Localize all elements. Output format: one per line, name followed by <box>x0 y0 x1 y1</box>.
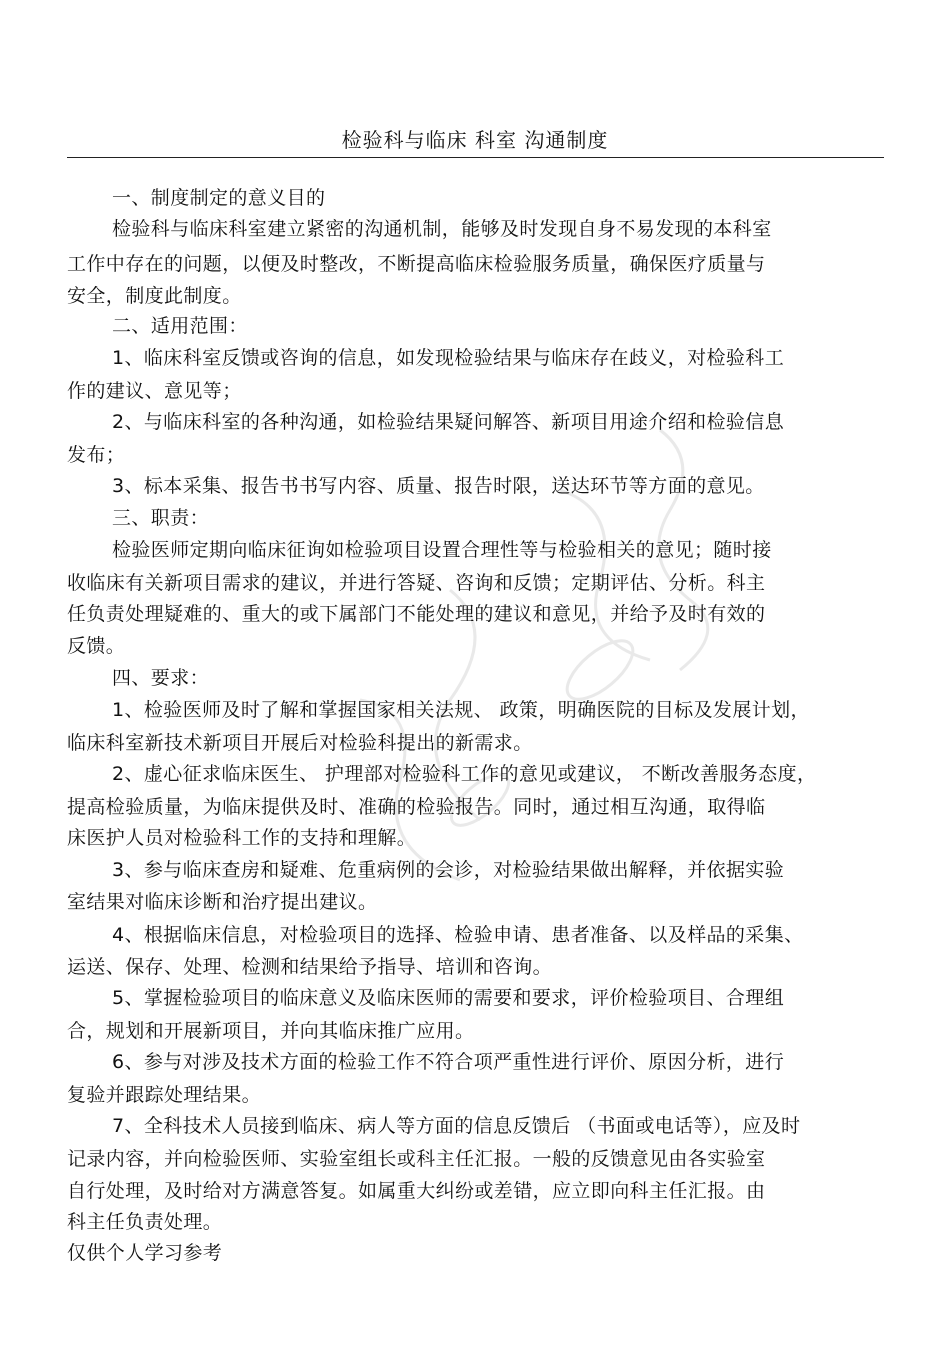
paragraph-line: 复验并跟踪处理结果。 <box>67 1084 262 1106</box>
paragraph-line: 3、参与临床查房和疑难、危重病例的会诊，对检验结果做出解释，并依据实验 <box>112 859 785 881</box>
section-heading-1: 一、制度制定的意义目的 <box>112 187 326 209</box>
paragraph-line: 5、掌握检验项目的临床意义及临床医师的需要和要求，评价检验项目、合理组 <box>112 987 785 1009</box>
paragraph-line: 运送、保存、处理、检测和结果给予指导、培训和咨询。 <box>67 956 553 978</box>
section-heading-2: 二、适用范围： <box>112 315 248 337</box>
paragraph-line: 记录内容，并向检验医师、实验室组长或科主任汇报。一般的反馈意见由各实验室 <box>67 1148 766 1170</box>
section-heading-4: 四、要求： <box>112 667 210 689</box>
paragraph-line: 2、虚心征求临床医生、 护理部对检验科工作的意见或建议， 不断改善服务态度， <box>112 763 817 785</box>
paragraph-line: 科主任负责处理。 <box>67 1211 223 1233</box>
paragraph-line: 合，规划和开展新项目，并向其临床推广应用。 <box>67 1020 475 1042</box>
section-heading-3: 三、职责： <box>112 507 210 529</box>
paragraph-line: 6、参与对涉及技术方面的检验工作不符合项严重性进行评价、原因分析，进行 <box>112 1051 785 1073</box>
paragraph-line: 7、全科技术人员接到临床、病人等方面的信息反馈后 （书面或电话等），应及时 <box>112 1115 801 1137</box>
paragraph-line: 自行处理，及时给对方满意答复。如属重大纠纷或差错，应立即向科主任汇报。由 <box>67 1180 766 1202</box>
paragraph-line: 作的建议、意见等； <box>67 380 242 402</box>
paragraph-line: 1、检验医师及时了解和掌握国家相关法规、 政策，明确医院的目标及发展计划， <box>112 699 810 721</box>
title-divider <box>67 157 884 158</box>
paragraph-line: 检验医师定期向临床征询如检验项目设置合理性等与检验相关的意见；随时接 <box>112 539 772 561</box>
paragraph-line: 室结果对临床诊断和治疗提出建议。 <box>67 891 378 913</box>
paragraph-line: 床医护人员对检验科工作的支持和理解。 <box>67 827 417 849</box>
paragraph-line: 1、临床科室反馈或咨询的信息，如发现检验结果与临床存在歧义，对检验科工 <box>112 347 785 369</box>
paragraph-line: 4、根据临床信息，对检验项目的选择、检验申请、患者准备、以及样品的采集、 <box>112 924 804 946</box>
document-title: 检验科与临床 科室 沟通制度 <box>341 128 609 152</box>
watermark <box>300 370 820 990</box>
paragraph-line: 安全，制度此制度。 <box>67 285 242 307</box>
paragraph-line: 2、与临床科室的各种沟通，如检验结果疑问解答、新项目用途介绍和检验信息 <box>112 411 785 433</box>
paragraph-line: 工作中存在的问题，以便及时整改，不断提高临床检验服务质量，确保医疗质量与 <box>67 253 766 275</box>
paragraph-line: 检验科与临床科室建立紧密的沟通机制，能够及时发现自身不易发现的本科室 <box>112 218 772 240</box>
paragraph-line: 反馈。 <box>67 635 126 657</box>
paragraph-line: 收临床有关新项目需求的建议，并进行答疑、咨询和反馈；定期评估、分析。科主 <box>67 572 766 594</box>
paragraph-line: 3、标本采集、报告书书写内容、质量、报告时限，送达环节等方面的意见。 <box>112 475 765 497</box>
paragraph-line: 临床科室新技术新项目开展后对检验科提出的新需求。 <box>67 732 533 754</box>
paragraph-line: 提高检验质量，为临床提供及时、准确的检验报告。同时，通过相互沟通，取得临 <box>67 796 766 818</box>
paragraph-line: 发布； <box>67 444 126 466</box>
paragraph-line: 任负责处理疑难的、重大的或下属部门不能处理的建议和意见，并给予及时有效的 <box>67 603 766 625</box>
footer-note: 仅供个人学习参考 <box>67 1242 223 1264</box>
